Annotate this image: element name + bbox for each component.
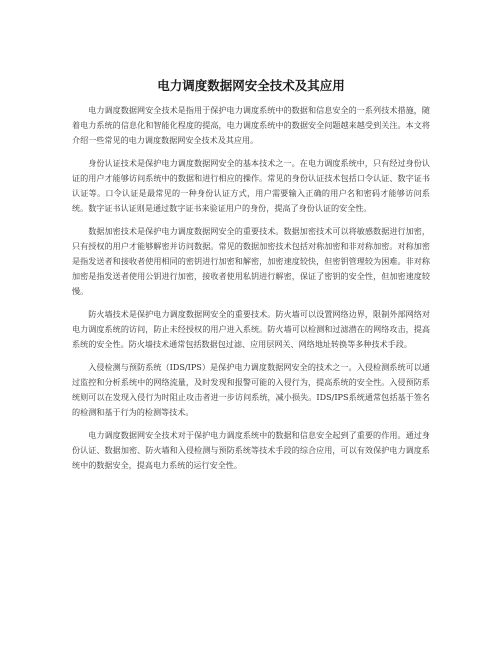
document-body bbox=[72, 103, 430, 481]
paragraph-encryption: 数据加密技术是保护电力调度数据网安全的重要技术。数据加密技术可以将敏感数据进行加密，只有授权的用户才能够解密并访问数据。常见的数据加密技术包括对称加密和非对称加密。对称加密是指发送者和接收者使用相同的密钥进行加密和解密，加密速度较快，但密钥管理较为困难。非对称加密是指发送者使用公钥进行加密，接收者使用私钥进行解密，保证了密钥的安全性，但加密速度较慢。 bbox=[72, 226, 430, 296]
paragraph-firewall: 防火墙技术是保护电力调度数据网安全的重要技术。防火墙可以设置网络边界，限制外部网络对电力调度系统的访问，防止未经授权的用户进入系统。防火墙可以检测和过滤潜在的网络攻击，提高系统的安全性。防火墙技术通常包括数据包过滤、应用层网关、网络地址转换等多种技术手段。 bbox=[72, 309, 430, 349]
paragraph-conclusion: 电力调度数据网安全技术对于保护电力调度系统中的数据和信息安全起到了重要的作用。通过身份认证、数据加密、防火墙和入侵检测与预防系统等技术手段的综合应用，可以有效保护电力调度系统中的数据安全，提高电力系统的运行安全性。 bbox=[72, 430, 430, 470]
paragraph-ids-ips: 入侵检测与预防系统（IDS/IPS）是保护电力调度数据网安全的技术之一。入侵检测系统可以通过监控和分析系统中的网络流量，及时发现和报警可能的入侵行为，提高系统的安全性。入侵预防系统则可以在发现入侵行为时阻止攻击者进一步访问系统，减小损失。IDS/IPS系统通常包括基于签名的检测和基于行为的检测等技术。 bbox=[72, 362, 430, 417]
paragraph-intro: 电力调度数据网安全技术是指用于保护电力调度系统中的数据和信息安全的一系列技术措施，随着电力系统的信息化和智能化程度的提高，电力调度系统中的数据安全问题越来越受到关注。本文将介绍一些常见的电力调度数据网安全技术及其应用。 bbox=[72, 105, 430, 145]
paragraph-authentication: 身份认证技术是保护电力调度数据网安全的基本技术之一。在电力调度系统中，只有经过身份认证的用户才能够访问系统中的数据和进行相应的操作。常见的身份认证技术包括口令认证、数字证书认证等。口令认证是最常见的一种身份认证方式，用户需要输入正确的用户名和密码才能够访问系统。数字证书认证则是通过数字证书来验证用户的身份，提高了身份认证的安全性。 bbox=[72, 158, 430, 213]
document-title: 电力调度数据网安全技术及其应用 bbox=[157, 78, 345, 93]
